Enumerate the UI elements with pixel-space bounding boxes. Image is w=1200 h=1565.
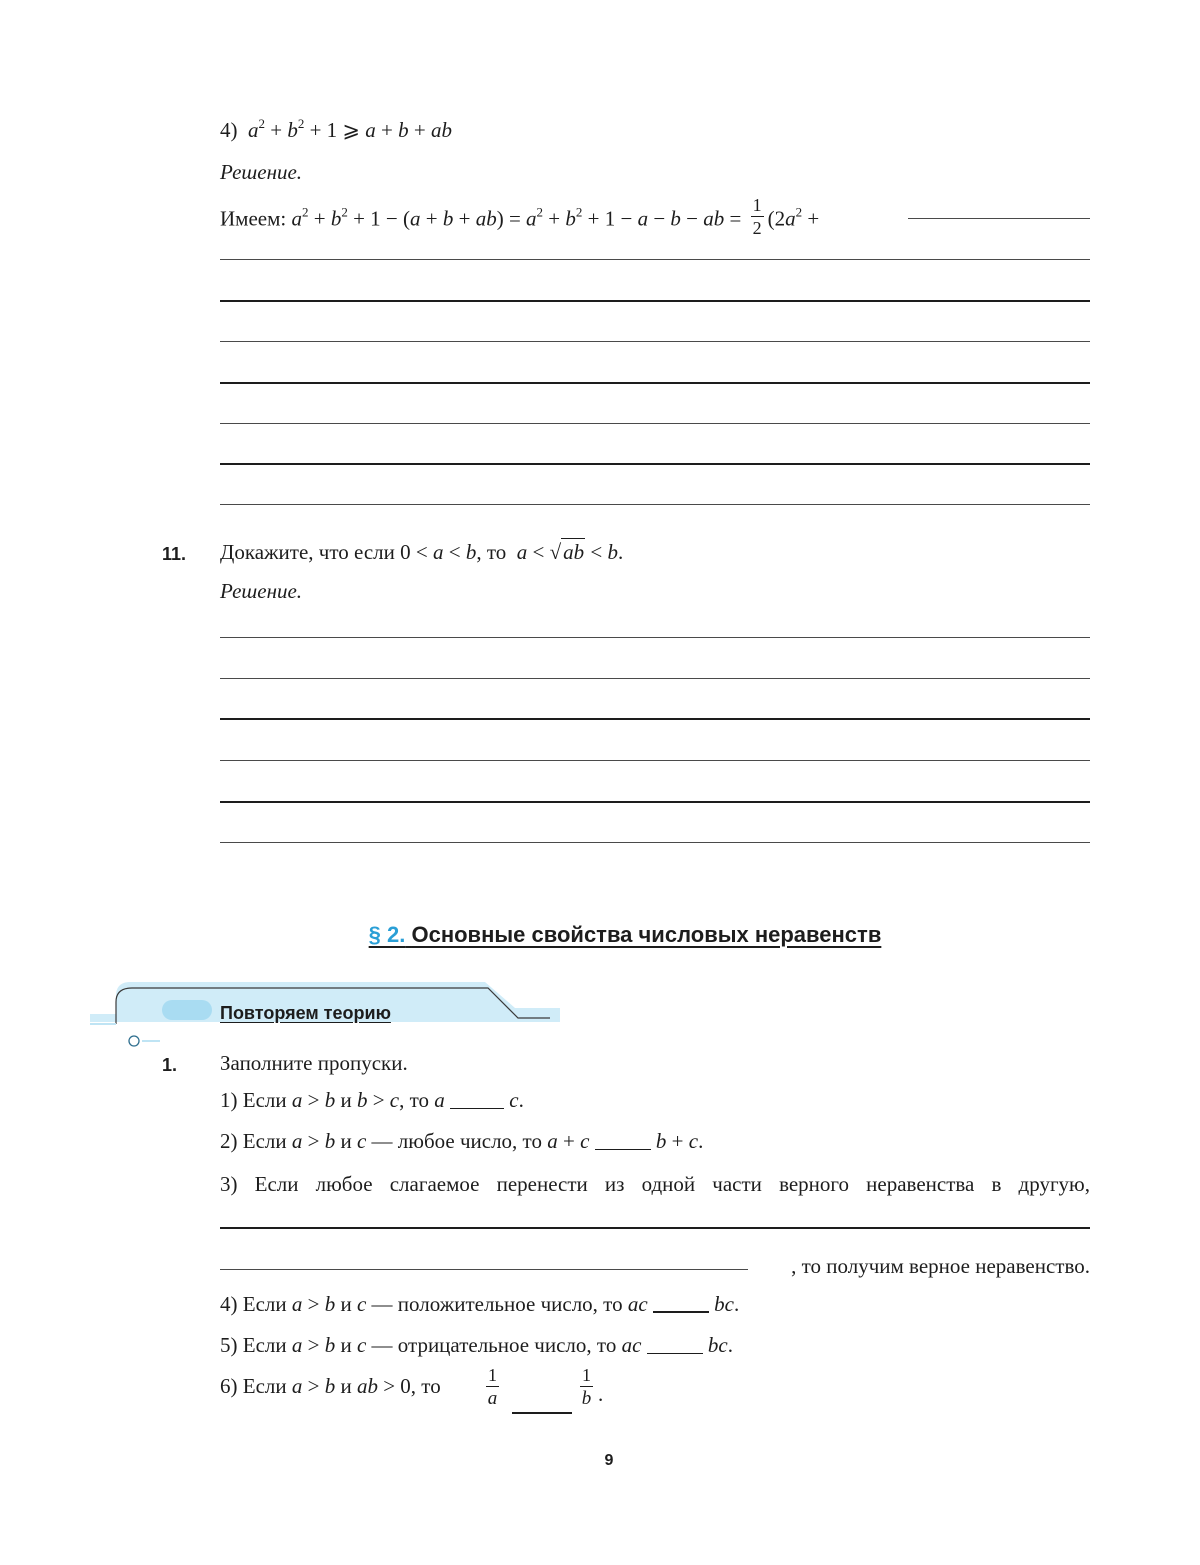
- answer-line[interactable]: [220, 637, 1090, 638]
- item-4-have-line: Имеем: $a^2 + b^2 + 1 - (a + b + ab) = a^2 + b^2 + 1 - a - b$ − ab = $\frac{1}{2}$ ($2a^2$ +: [220, 195, 820, 238]
- answer-line[interactable]: [220, 423, 1090, 424]
- answer-line[interactable]: [220, 504, 1090, 505]
- problem-1-item-3: 3) Если любое слагаемое перенести из одной части верного неравенства в другую,: [220, 1172, 1090, 1196]
- problem-1-item-1: 1) Если a > b и b > c, то a c.: [220, 1088, 524, 1112]
- page-number: 9: [604, 1452, 614, 1469]
- fraction-one-over-a: 1 a: [487, 1365, 498, 1409]
- answer-line[interactable]: [220, 463, 1090, 465]
- fill-blank-1[interactable]: [450, 1108, 504, 1109]
- answer-line[interactable]: [220, 801, 1090, 803]
- problem-11-solution-label: Решение.: [220, 579, 303, 603]
- problem-11-statement: Докажите, что если 0 < a < b, то a < √ab < b.: [220, 540, 624, 564]
- answer-line-inline[interactable]: [908, 218, 1090, 219]
- fill-blank-2[interactable]: [595, 1149, 651, 1150]
- fill-line-3a[interactable]: [220, 1227, 1090, 1229]
- problem-1-item-2: 2) Если a > b и c — любое число, то a + c b + c.: [220, 1129, 704, 1153]
- problem-1-item-4: 4) Если a > b и c — положительное число, то ac bc.: [220, 1292, 740, 1316]
- fill-line-3b[interactable]: [220, 1269, 748, 1270]
- answer-line[interactable]: [220, 678, 1090, 679]
- answer-line[interactable]: [220, 760, 1090, 761]
- item-4-statement: 4) $a^2 + b^2 + 1$ ⩾ a + b + ab: [220, 116, 452, 142]
- problem-1-number: 1.: [162, 1055, 178, 1075]
- answer-line[interactable]: [220, 842, 1090, 843]
- problem-1-item-3-end: , то получим верное неравенство.: [791, 1254, 1090, 1278]
- answer-line[interactable]: [220, 259, 1090, 260]
- item-4-solution-label: Решение.: [220, 160, 303, 184]
- problem-1-item-5: 5) Если a > b и c — отрицательное число, то ac bc.: [220, 1333, 733, 1357]
- answer-line[interactable]: [220, 718, 1090, 720]
- fraction-one-over-b: 1 b: [581, 1365, 592, 1409]
- section-mark: § 2.: [368, 922, 406, 947]
- fill-blank-6[interactable]: [512, 1412, 572, 1414]
- problem-11-number: 11.: [162, 544, 187, 564]
- problem-1-prompt: Заполните пропуски.: [220, 1051, 408, 1075]
- fraction-one-half: $\frac{1}{2}$: [752, 195, 762, 238]
- period: .: [598, 1382, 604, 1406]
- fill-blank-5[interactable]: [647, 1353, 703, 1354]
- sqrt-ab: √ab: [549, 540, 585, 564]
- fill-blank-4[interactable]: [653, 1311, 709, 1313]
- section-title-text: Основные свойства числовых неравенств: [411, 922, 882, 947]
- answer-line[interactable]: [220, 300, 1090, 302]
- theory-label: Повторяем теорию: [220, 1003, 391, 1023]
- section-heading: [0, 922, 1200, 948]
- answer-line[interactable]: [220, 382, 1090, 384]
- problem-1-item-6: 6) Если a > b и ab > 0, то: [220, 1374, 441, 1398]
- answer-line[interactable]: [220, 341, 1090, 342]
